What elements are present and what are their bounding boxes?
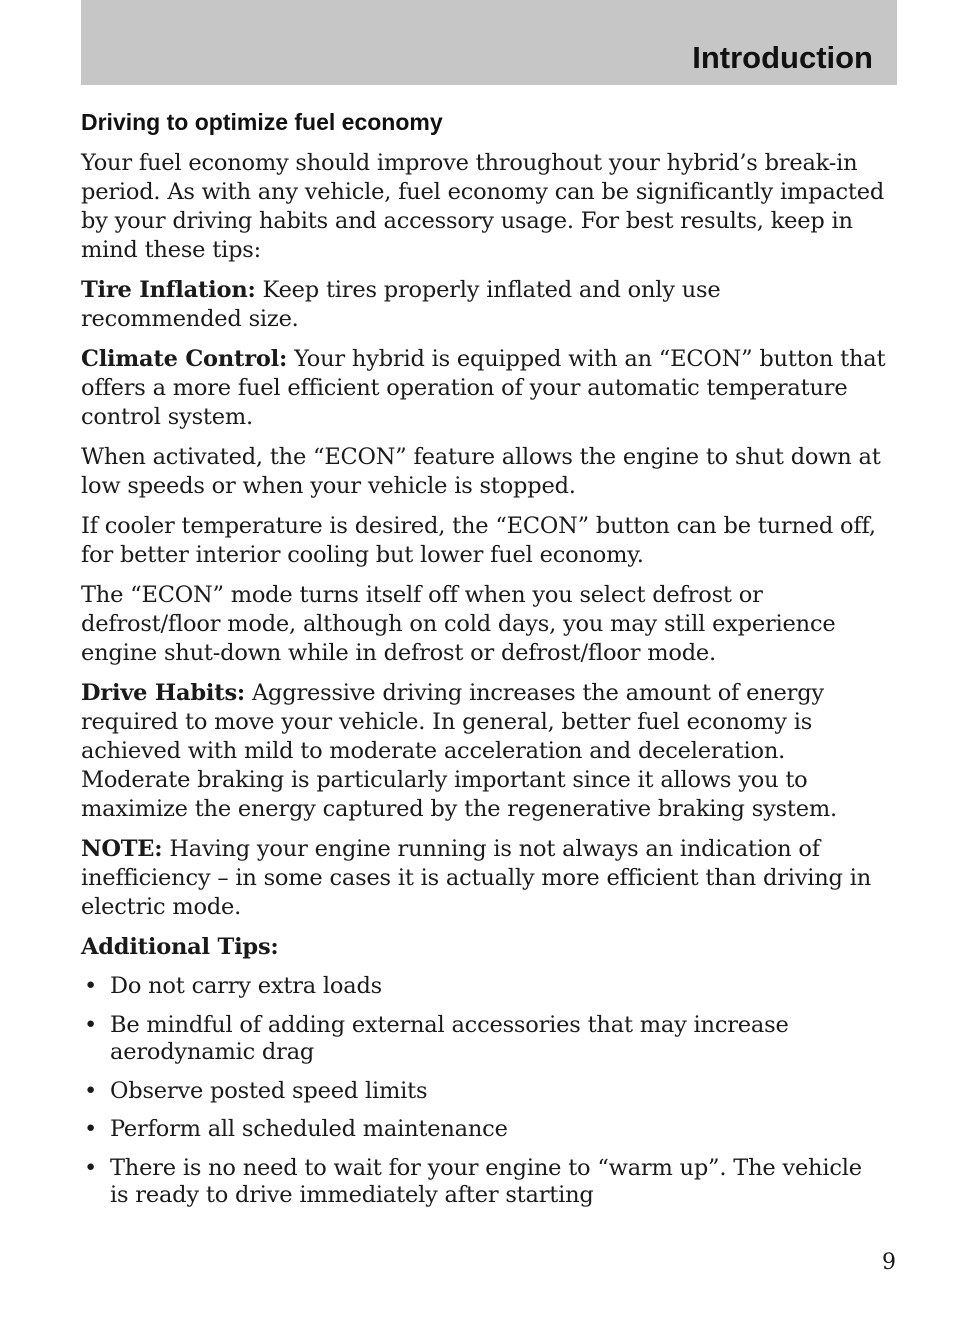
econ-cooler-paragraph: If cooler temperature is desired, the “ECON” button can be turned off, for better interior cooling but lower fuel economy. bbox=[81, 513, 876, 568]
additional-tips-heading: Additional Tips: bbox=[81, 934, 279, 960]
note-text: Having your engine running is not always an indication of inefficiency – in some cases it is actually more efficient than driving in electric mode. bbox=[81, 836, 871, 920]
page-number: 9 bbox=[882, 1250, 896, 1275]
list-item bbox=[81, 973, 887, 1001]
list-item bbox=[81, 1012, 887, 1067]
tire-inflation-text: Keep tires properly inflated and only use recommended size. bbox=[81, 277, 721, 332]
bullet-icon: • bbox=[84, 973, 98, 999]
drive-habits-label: Drive Habits: bbox=[81, 680, 246, 706]
page-content bbox=[81, 108, 887, 1221]
bullet-icon: • bbox=[84, 1077, 98, 1104]
section-title: Driving to optimize fuel economy bbox=[81, 109, 443, 135]
econ-activated-paragraph: When activated, the “ECON” feature allows the engine to shut down at low speeds or when your vehicle is stopped. bbox=[81, 444, 881, 499]
intro-paragraph: Your fuel economy should improve throughout your hybrid’s break-in period. As with any vehicle, fuel economy can be significantly impacted by your driving habits and accessory usage. For best results, keep in mind these tips: bbox=[81, 150, 885, 263]
bullet-icon: • bbox=[84, 1154, 98, 1181]
list-item-text: There is no need to wait for your engine to “warm up”. The vehicle is ready to drive immediately after starting bbox=[110, 1154, 862, 1208]
list-item-text: Do not carry extra loads bbox=[110, 973, 383, 999]
note-label: NOTE: bbox=[81, 836, 163, 862]
list-item bbox=[81, 1155, 887, 1210]
tips-list bbox=[81, 973, 887, 1210]
list-item bbox=[81, 1116, 887, 1144]
chapter-title: Introduction bbox=[692, 40, 873, 75]
climate-control-text: Your hybrid is equipped with an “ECON” button that offers a more fuel efficient operation of your automatic temperature control system. bbox=[81, 346, 886, 430]
drive-habits-text: Aggressive driving increases the amount of energy required to move your vehicle. In general, better fuel economy is achieved with mild to moderate acceleration and deceleration. Moderate braking is particularly important since it allows you to maximize the energy captured by the regenerative braking system. bbox=[81, 680, 837, 822]
climate-control-paragraph bbox=[81, 345, 887, 432]
tire-inflation-paragraph bbox=[81, 276, 887, 334]
climate-control-label: Climate Control: bbox=[81, 346, 288, 372]
list-item-text: Perform all scheduled maintenance bbox=[110, 1116, 508, 1142]
bullet-icon: • bbox=[84, 1116, 98, 1142]
bullet-icon: • bbox=[84, 1011, 98, 1038]
list-item bbox=[81, 1078, 887, 1106]
list-item-text: Be mindful of adding external accessories that may increase aerodynamic drag bbox=[110, 1011, 789, 1065]
tire-inflation-label: Tire Inflation: bbox=[81, 277, 256, 303]
econ-defrost-paragraph: The “ECON” mode turns itself off when you select defrost or defrost/floor mode, although on cold days, you may still experience engine shut-down while in defrost or defrost/floor mode. bbox=[81, 582, 836, 666]
list-item-text: Observe posted speed limits bbox=[110, 1077, 428, 1104]
note-paragraph bbox=[81, 835, 887, 922]
header-bar bbox=[81, 0, 897, 85]
drive-habits-paragraph bbox=[81, 679, 887, 824]
